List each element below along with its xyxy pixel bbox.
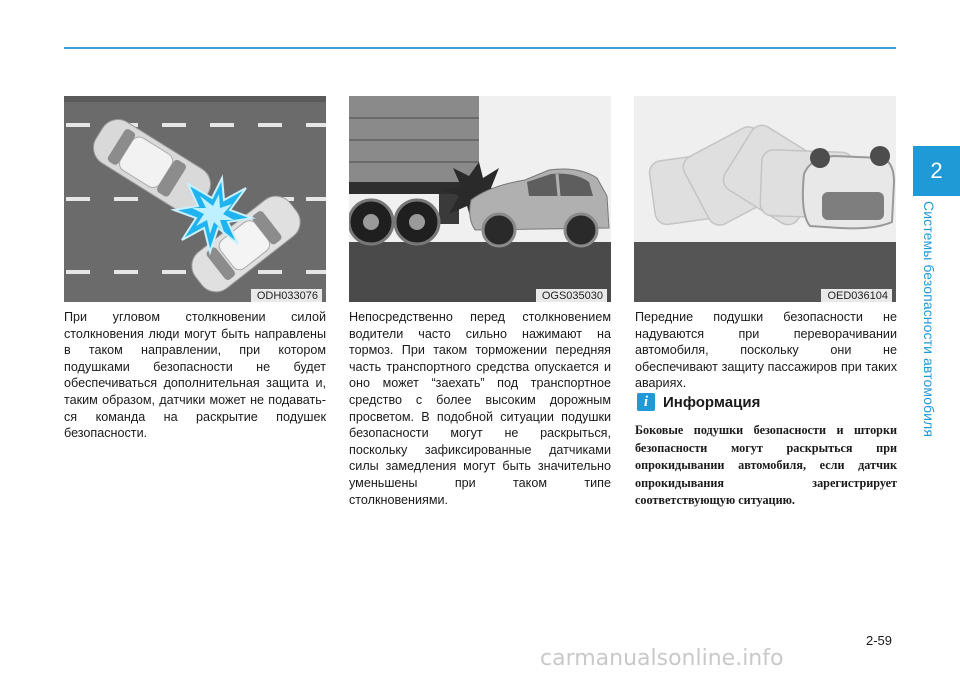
info-icon: i — [637, 393, 655, 411]
vehicle-rollover-illustration — [634, 96, 896, 302]
info-header — [637, 393, 760, 411]
figure-underride-collision — [349, 96, 611, 302]
info-text: Боковые подушки безопасности и шторки безопасности могут раскрыться при опрокидывании автомобиля, если датчик опрокидывания зарегистрирует соответствующую ситуацию. — [635, 423, 897, 507]
angled-collision-illustration — [64, 96, 326, 302]
info-title: Информация — [663, 393, 761, 411]
text-column-2 — [349, 309, 611, 508]
figure-code: OGS035030 — [536, 289, 607, 302]
watermark[interactable]: carmanualsonline.info — [540, 646, 784, 671]
underride-truck-collision-illustration — [349, 96, 611, 302]
chapter-number: 2 — [930, 158, 943, 183]
text-column-3 — [635, 309, 897, 392]
page-number: 2-59 — [866, 633, 893, 648]
paragraph-angled-collision: При угловом столкновении силой столкновения люди могут быть направлены в таком направлении, при котором подушками безопасности не будет обеспечиваться дополнительная защита и, таким образом, датчики может не подавать-ся команда на раскрытие подушек безопасности. — [64, 310, 326, 441]
figure-angled-collision — [64, 96, 326, 302]
chapter-tab[interactable] — [913, 146, 960, 196]
figure-code: ODH033076 — [251, 289, 322, 302]
paragraph-underride: Непосредственно перед столкновением водители часто сильно нажимают на тормоз. При таком торможении передняя часть транспортного средства опускается и оно может “заехать” под транспортное средство с более высоким дорожным просветом. В подобной ситуации подушки безопасности могут не раскрыться, поскольку зафиксированные датчиками силы замедления могут быть значительно уменьшены при таком типе столкновениями. — [349, 310, 611, 507]
figure-rollover — [634, 96, 896, 302]
header-rule — [64, 47, 896, 49]
paragraph-rollover: Передние подушки безопасности не надуваются при переворачивании автомобиля, поскольку они не обеспечивают защиту пассажиров при таких авариях. — [635, 310, 897, 391]
figure-code: OED036104 — [821, 289, 892, 302]
chapter-title: Системы безопасности автомобиля — [921, 201, 937, 438]
text-column-1 — [64, 309, 326, 442]
